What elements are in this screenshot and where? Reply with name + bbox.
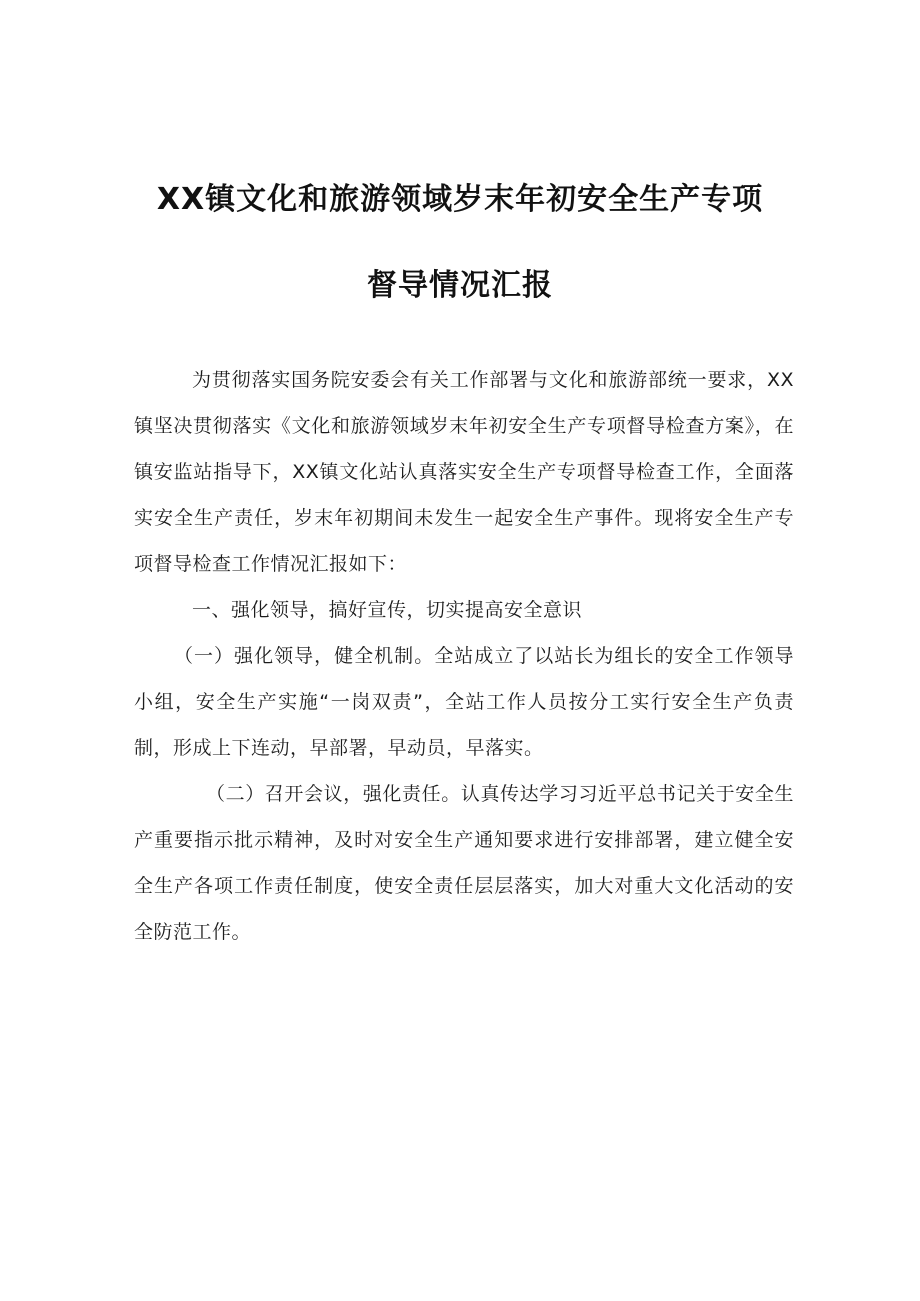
subsection-2-paragraph: （二）召开会议，强化责任。认真传达学习习近平总书记关于安全生产重要指示批示精神，及时对安全生产通知要求进行安排部署，建立健全安全生产各项工作责任制度，使安全责任层层落实，加大对重大文化活动的安全防范工作。 [134,783,794,943]
intro-paragraph-block [134,357,794,587]
subsection-2-block [134,771,794,955]
intro-paragraph: 为贯彻落实国务院安委会有关工作部署与文化和旅游部统一要求，XX镇坚决贯彻落实《文化和旅游领域岁末年初安全生产专项督导检查方案》，在镇安监站指导下，XX镇文化站认真落实安全生产专项督导检查工作，全面落实安全生产责任，岁末年初期间未发生一起安全生产事件。现将安全生产专项督导检查工作情况汇报如下： [134,369,794,575]
subsection-1-paragraph: （一）强化领导，健全机制。全站成立了以站长为组长的安全工作领导小组，安全生产实施“一岗双责”，全站工作人员按分工实行安全生产负责制，形成上下连动，早部署，早动员，早落实。 [134,645,794,759]
document-title-line-1: XX镇文化和旅游领域岁末年初安全生产专项 [156,182,764,217]
subsection-1-block [134,633,794,771]
section-heading-1: 一、强化领导，搞好宣传，切实提高安全意识 [192,599,583,621]
document-title-line-2: 督导情况汇报 [367,268,553,303]
